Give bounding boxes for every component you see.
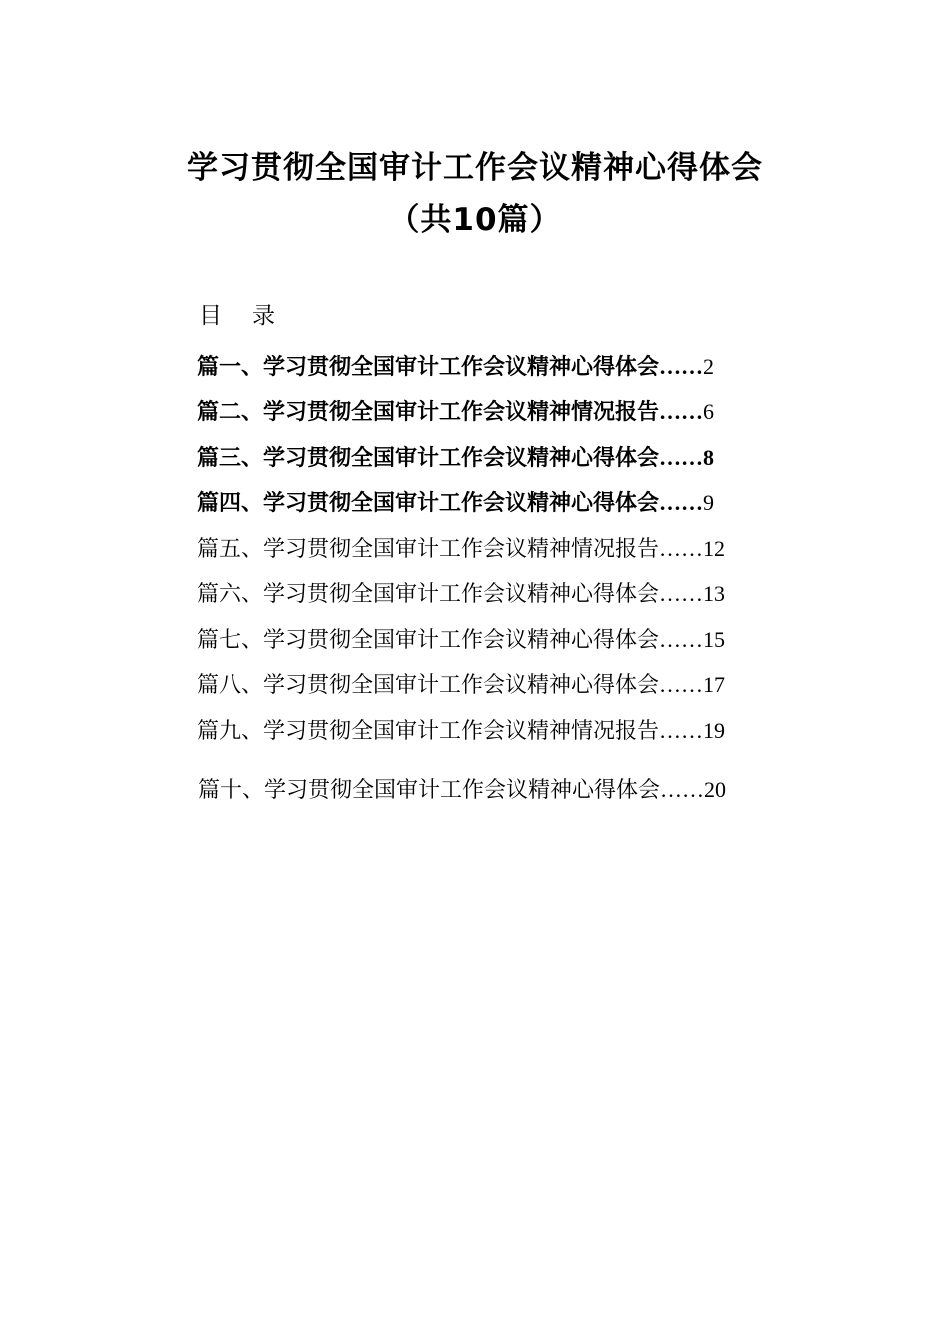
toc-entry-page: 8 — [703, 445, 715, 470]
toc-entry-8[interactable] — [197, 670, 725, 701]
toc-entry-leader: …… — [659, 536, 704, 561]
toc-entry-page: 12 — [703, 536, 726, 561]
toc-entry-label: 篇四、学习贯彻全国审计工作会议精神心得体会 — [197, 491, 660, 516]
toc-entry-leader: …… — [659, 490, 704, 515]
toc-entry-page: 2 — [703, 354, 715, 379]
toc-entry-3[interactable] — [197, 443, 714, 474]
toc-entry-leader: …… — [659, 672, 704, 697]
toc-entry-6[interactable] — [197, 579, 725, 610]
toc-entry-label: 篇八、学习贯彻全国审计工作会议精神心得体会 — [197, 673, 660, 698]
toc-entry-10[interactable] — [198, 775, 726, 806]
toc-entry-leader: …… — [659, 718, 704, 743]
toc-entry-label: 篇七、学习贯彻全国审计工作会议精神心得体会 — [197, 628, 660, 653]
toc-entry-leader: …… — [660, 777, 705, 802]
toc-heading-right: 录 — [252, 303, 275, 329]
toc-entry-page: 20 — [704, 777, 727, 802]
toc-entry-label: 篇二、学习贯彻全国审计工作会议精神情况报告 — [197, 400, 660, 425]
toc-entry-page: 19 — [703, 718, 726, 743]
toc-entry-label: 篇六、学习贯彻全国审计工作会议精神心得体会 — [197, 582, 660, 607]
document-title: 学习贯彻全国审计工作会议精神心得体会 — [187, 150, 763, 186]
toc-entry-leader: …… — [659, 627, 704, 652]
toc-entry-label: 篇九、学习贯彻全国审计工作会议精神情况报告 — [197, 719, 660, 744]
toc-entry-leader: …… — [659, 354, 704, 379]
toc-entry-page: 6 — [703, 399, 715, 424]
toc-entry-label: 篇一、学习贯彻全国审计工作会议精神心得体会 — [197, 355, 660, 380]
toc-entry-label: 篇三、学习贯彻全国审计工作会议精神心得体会 — [197, 446, 660, 471]
toc-entry-4[interactable] — [197, 488, 714, 519]
toc-entry-leader: …… — [659, 445, 704, 470]
toc-entry-page: 17 — [703, 672, 726, 697]
toc-entry-page: 13 — [703, 581, 726, 606]
toc-entry-2[interactable] — [197, 397, 714, 428]
toc-entry-page: 9 — [703, 490, 715, 515]
toc-entry-label: 篇十、学习贯彻全国审计工作会议精神心得体会 — [198, 778, 661, 803]
toc-entry-leader: …… — [659, 399, 704, 424]
toc-entry-label: 篇五、学习贯彻全国审计工作会议精神情况报告 — [197, 537, 660, 562]
toc-entry-page: 15 — [703, 627, 726, 652]
toc-entry-7[interactable] — [197, 625, 725, 656]
toc-entry-1[interactable] — [197, 352, 714, 383]
document-subtitle: （共10篇） — [388, 202, 562, 238]
toc-entry-5[interactable] — [197, 534, 725, 565]
toc-heading-left: 目 — [199, 303, 222, 329]
toc-entry-9[interactable] — [197, 716, 725, 747]
toc-heading — [199, 300, 275, 332]
toc-entry-leader: …… — [659, 581, 704, 606]
